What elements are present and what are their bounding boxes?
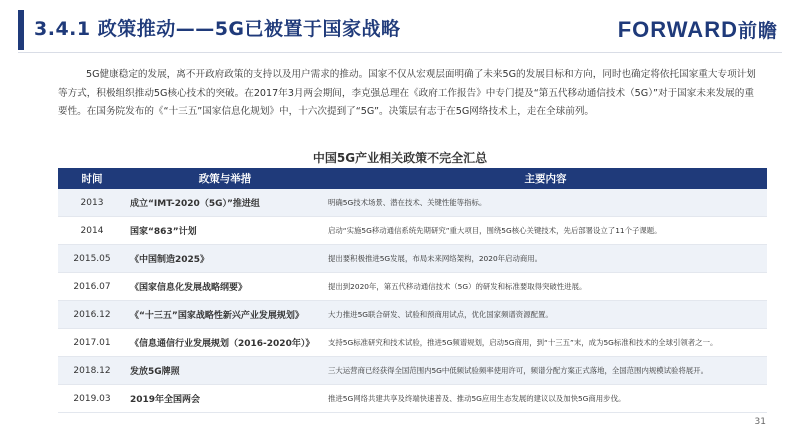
table-row bbox=[58, 217, 767, 245]
row-content: 提出到2020年，第五代移动通信技术（5G）的研发和标准要取得突破性进展。 bbox=[324, 273, 767, 301]
row-time: 2013 bbox=[58, 189, 126, 217]
table-row bbox=[58, 385, 767, 413]
row-policy: 《国家信息化发展战略纲要》 bbox=[126, 273, 324, 301]
row-content: 大力推进5G联合研发、试验和预商用试点，优化国家频谱资源配置。 bbox=[324, 301, 767, 329]
table-row bbox=[58, 329, 767, 357]
row-policy: 2019年全国两会 bbox=[126, 385, 324, 413]
row-time: 2019.03 bbox=[58, 385, 126, 413]
table-title: 中国5G产业相关政策不完全汇总 bbox=[312, 151, 488, 165]
row-policy: 《“十三五”国家战略性新兴产业发展规划》 bbox=[126, 301, 324, 329]
row-time: 2015.05 bbox=[58, 245, 126, 273]
row-time: 2018.12 bbox=[58, 357, 126, 385]
table-row bbox=[58, 357, 767, 385]
row-policy: 发放5G牌照 bbox=[126, 357, 324, 385]
logo-chinese: 前瞻 bbox=[737, 20, 778, 42]
table-row bbox=[58, 189, 767, 217]
header-time: 时间 bbox=[58, 168, 126, 189]
page-title: 3.4.1 政策推动——5G已被置于国家战略 bbox=[34, 18, 401, 40]
title-accent-bar bbox=[18, 10, 24, 50]
row-time: 2016.12 bbox=[58, 301, 126, 329]
row-content: 明确5G技术场景、潜在技术、关键性能等指标。 bbox=[324, 189, 767, 217]
table-row bbox=[58, 301, 767, 329]
header-content: 主要内容 bbox=[324, 168, 767, 189]
row-content: 三大运营商已经获得全国范围内5G中低频试验频率使用许可，频谱分配方案正式落地，全国范围内规模试验将展开。 bbox=[324, 357, 767, 385]
row-policy: 国家“863”计划 bbox=[126, 217, 324, 245]
intro-paragraph: 5G健康稳定的发展，离不开政府政策的支持以及用户需求的推动。国家不仅从宏观层面明确了未来5G的发展目标和方向，同时也确定将依托国家重大专项计划等方式，积极组织推动5G核心技术的突破。在2017年3月两会期间，李克强总理在《政府工作报告》中专门提及“第五代移动通信技术（5G）”对于国家未来发展的重要性。在国务院发布的《“十三五”国家信息化规划》中，十六次提到了“5G”。决策层有志于在5G网络技术上，走在全球前列。 bbox=[58, 69, 756, 117]
table-row bbox=[58, 245, 767, 273]
row-content: 提出要积极推进5G发展，布局未来网络架构，2020年启动商用。 bbox=[324, 245, 767, 273]
row-policy: 成立“IMT-2020（5G）”推进组 bbox=[126, 189, 324, 217]
row-content: 支持5G标准研究和技术试验，推进5G频谱规划，启动5G商用，到“十三五”末，成为5G标准和技术的全球引领者之一。 bbox=[324, 329, 767, 357]
forward-logo bbox=[618, 16, 778, 43]
page-number: 31 bbox=[754, 417, 766, 427]
row-time: 2017.01 bbox=[58, 329, 126, 357]
row-policy: 《信息通信行业发展规划（2016-2020年）》 bbox=[126, 329, 324, 357]
policy-table bbox=[58, 168, 767, 413]
table-row bbox=[58, 273, 767, 301]
table-header-row bbox=[58, 168, 767, 189]
row-content: 推进5G网络共建共享及终端快速普及、推动5G应用生态发展的建议以及加快5G商用步伐。 bbox=[324, 385, 767, 413]
row-content: 启动“实施5G移动通信系统先期研究”重大项目，围绕5G核心关键技术，先后部署设立了11个子课题。 bbox=[324, 217, 767, 245]
header-policy: 政策与举措 bbox=[126, 168, 324, 189]
row-policy: 《中国制造2025》 bbox=[126, 245, 324, 273]
row-time: 2016.07 bbox=[58, 273, 126, 301]
logo-latin: FORWARD bbox=[617, 17, 738, 42]
header-divider bbox=[18, 52, 782, 53]
row-time: 2014 bbox=[58, 217, 126, 245]
